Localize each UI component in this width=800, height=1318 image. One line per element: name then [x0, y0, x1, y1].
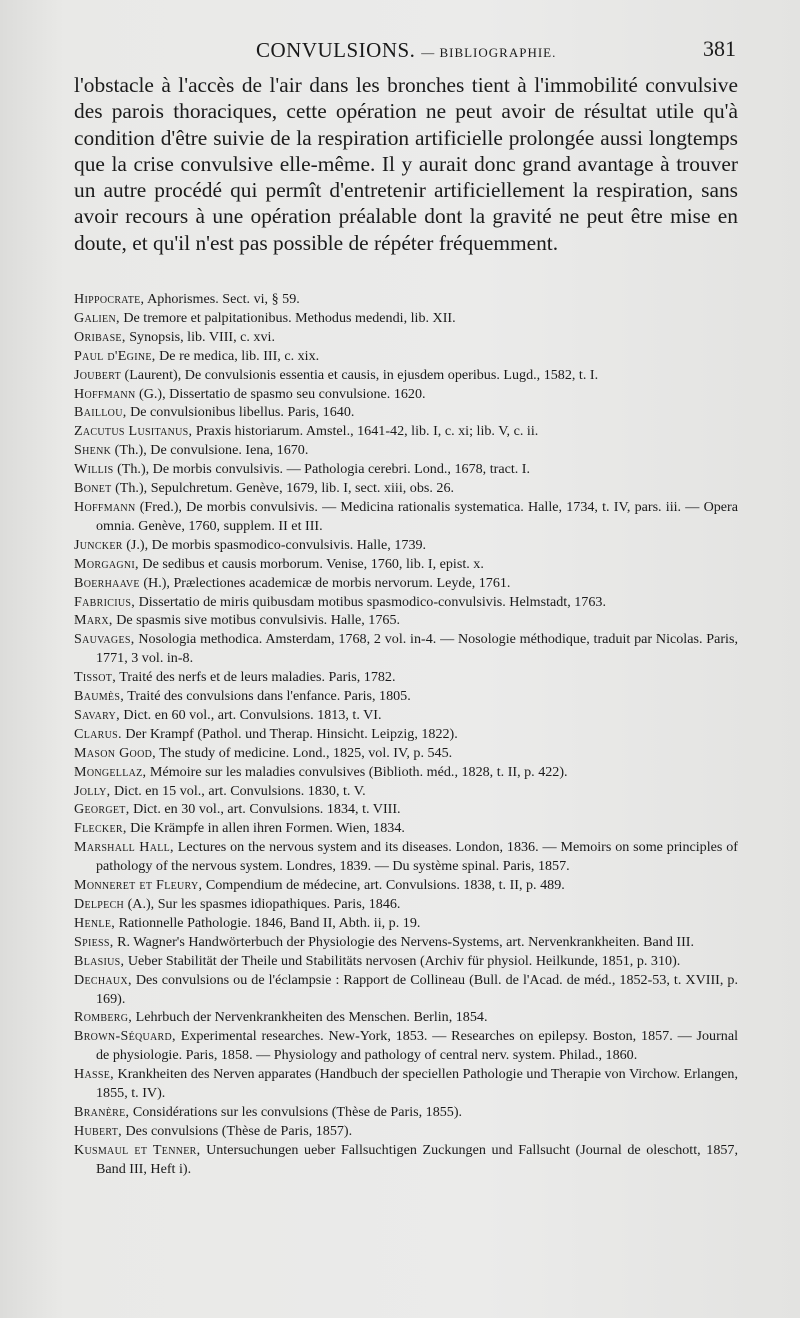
body-paragraph — [74, 72, 738, 256]
bibliography-entry — [74, 933, 738, 952]
bibliography-entry — [74, 385, 738, 404]
entry-text: Nosologia methodica. Amsterdam, 1768, 2 vol. in-4. — Nosologie méthodique, traduit par Nicolas. Paris, 1771, 3 vol. in-8. — [96, 631, 738, 667]
bibliography-entry — [74, 744, 738, 763]
entry-author: Paul d'Egine, — [74, 347, 156, 364]
entry-text: (H.), Prælectiones academicæ de morbis nervorum. Leyde, 1761. — [139, 574, 511, 591]
entry-text: Ueber Stabilität der Theile und Stabilitäts nervosen (Archiv für physiol. Heilkunde, 1851, p. 310). — [124, 952, 681, 969]
entry-text: (Th.), De convulsione. Iena, 1670. — [111, 442, 309, 459]
entry-author: Boerhaave — [74, 574, 140, 591]
bibliography-entry — [74, 422, 738, 441]
bibliography-entry — [74, 876, 738, 895]
bibliography-entry — [74, 1103, 738, 1122]
entry-author: Bonet — [74, 480, 112, 497]
entry-author: Spiess, — [74, 933, 114, 950]
entry-text: Dict. en 30 vol., art. Convulsions. 1834, t. VIII. — [129, 801, 401, 818]
entry-text: Traité des nerfs et de leurs maladies. Paris, 1782. — [116, 669, 396, 686]
entry-text: Praxis historiarum. Amstel., 1641-42, lib. I, c. xi; lib. V, c. ii. — [192, 423, 539, 440]
bibliography-entry — [74, 611, 738, 630]
entry-author: Kusmaul et Tenner, — [74, 1141, 201, 1158]
entry-author: Sauvages, — [74, 631, 135, 648]
entry-text: The study of medicine. Lond., 1825, vol. IV, p. 545. — [155, 744, 453, 761]
bibliography-entry — [74, 574, 738, 593]
entry-text: Des convulsions ou de l'éclampsie : Rapport de Collineau (Bull. de l'Acad. de méd., 1852-53, t. XVIII, p. 169). — [96, 971, 738, 1007]
bibliography-entry — [74, 479, 738, 498]
entry-author: Mason Good, — [74, 744, 156, 761]
entry-text: (Laurent), De convulsionis essentia et causis, in ejusdem operibus. Lugd., 1582, t. I. — [120, 366, 599, 383]
entry-author: Tissot, — [74, 669, 117, 686]
entry-text: Dissertatio de miris quibusdam motibus spasmodico-convulsivis. Helmstadt, 1763. — [135, 593, 606, 610]
entry-author: Oribase, — [74, 328, 126, 345]
entry-author: Dechaux, — [74, 971, 132, 988]
entry-text: Mémoire sur les maladies convulsives (Biblioth. méd., 1828, t. II, p. 422). — [146, 763, 568, 780]
entry-author: Hoffmann — [74, 385, 136, 402]
bibliography-entry — [74, 706, 738, 725]
entry-author: Hoffmann — [74, 498, 136, 515]
bibliography-entry — [74, 800, 738, 819]
entry-author: Galien, — [74, 309, 120, 326]
entry-text: (Th.), De morbis convulsivis. — Pathologia cerebri. Lond., 1678, tract. I. — [113, 461, 531, 478]
entry-author: Blasius, — [74, 952, 125, 969]
entry-text: R. Wagner's Handwörterbuch der Physiologie des Nervens-Systems, art. Nervenkrankheiten. Band III. — [113, 933, 694, 950]
page-number: 381 — [703, 36, 736, 61]
bibliography-entry — [74, 555, 738, 574]
running-title: CONVULSIONS. — BIBLIOGRAPHIE. — [256, 38, 557, 62]
bibliography-entry — [74, 1027, 738, 1065]
entry-text: Synopsis, lib. VIII, c. xvi. — [125, 328, 275, 345]
entry-text: Die Krämpfe in allen ihren Formen. Wien, 1834. — [126, 820, 405, 837]
bibliography-entry — [74, 725, 738, 744]
entry-author: Georget, — [74, 801, 130, 818]
bibliography-entry — [74, 952, 738, 971]
entry-text: Untersuchungen ueber Fallsuchtigen Zuckungen und Fallsucht (Journal de oleschott, 1857, Band III, Heft i). — [96, 1141, 738, 1177]
entry-author: Mongellaz, — [74, 763, 147, 780]
entry-text: Experimental researches. New-York, 1853. — Researches on epilepsy. Boston, 1857. — Journal de physiologie. Paris, 1858. — Physiology and pathology of central nerv. system. Philad., 1860. — [96, 1028, 738, 1064]
entry-text: Des convulsions (Thèse de Paris, 1857). — [121, 1122, 353, 1139]
entry-author: Savary, — [74, 706, 120, 723]
bibliography-entry — [74, 630, 738, 668]
entry-text: Compendium de médecine, art. Convulsions. 1838, t. II, p. 489. — [202, 877, 565, 894]
entry-text: De convulsionibus libellus. Paris, 1640. — [126, 404, 355, 421]
bibliography-entry — [74, 895, 738, 914]
entry-author: Marshall Hall, — [74, 839, 174, 856]
bibliography-entry — [74, 914, 738, 933]
entry-text: (J.), De morbis spasmodico-convulsivis. Halle, 1739. — [122, 536, 427, 553]
bibliography-entry — [74, 819, 738, 838]
entry-text: Krankheiten des Nerven apparates (Handbuch der speciellen Pathologie und Therapie von Virchow. Erlangen, 1855, t. IV). — [96, 1066, 738, 1102]
entry-author: Joubert — [74, 366, 121, 383]
entry-author: Willis — [74, 461, 114, 478]
entry-author: Baumès, — [74, 688, 125, 705]
entry-author: Branère, — [74, 1103, 130, 1120]
entry-text: Aphorismes. Sect. vi, § 59. — [144, 291, 300, 307]
entry-text: Rationnelle Pathologie. 1846, Band II, Abth. ii, p. 19. — [115, 914, 421, 931]
entry-text: Considérations sur les convulsions (Thèse de Paris, 1855). — [129, 1103, 463, 1120]
entry-author: Morgagni, — [74, 555, 139, 572]
bibliography-entry — [74, 498, 738, 536]
bibliography-entry — [74, 593, 738, 612]
entry-author: Hasse, — [74, 1066, 114, 1083]
running-header — [74, 38, 736, 66]
entry-author: Clarus. — [74, 725, 122, 742]
entry-author: Jolly, — [74, 782, 111, 799]
bibliography-entry — [74, 838, 738, 876]
bibliography-entry — [74, 403, 738, 422]
bibliography-entry — [74, 460, 738, 479]
bibliography-entry — [74, 290, 738, 309]
entry-author: Brown-Séquard, — [74, 1028, 176, 1045]
bibliography-list — [74, 290, 738, 1179]
entry-author: Hippocrate, — [74, 291, 145, 307]
entry-text: (G.), Dissertatio de spasmo seu convulsione. 1620. — [135, 385, 426, 402]
entry-text: De sedibus et causis morborum. Venise, 1760, lib. I, epist. x. — [138, 555, 484, 572]
entry-text: De re medica, lib. III, c. xix. — [155, 347, 320, 364]
bibliography-entry — [74, 441, 738, 460]
entry-text: Traité des convulsions dans l'enfance. Paris, 1805. — [124, 688, 411, 705]
entry-text: (Th.), Sepulchretum. Genève, 1679, lib. I, sect. xiii, obs. 26. — [111, 480, 455, 497]
bibliography-entry — [74, 687, 738, 706]
bibliography-entry — [74, 1122, 738, 1141]
bibliography-entry — [74, 971, 738, 1009]
entry-text: Dict. en 15 vol., art. Convulsions. 1830, t. V. — [110, 782, 366, 799]
entry-author: Zacutus Lusitanus, — [74, 423, 193, 440]
entry-text: (A.), Sur les spasmes idiopathiques. Paris, 1846. — [124, 896, 401, 912]
bibliography-entry — [74, 536, 738, 555]
entry-author: Monneret et Fleury, — [74, 877, 203, 894]
bibliography-entry — [74, 763, 738, 782]
bibliography-entry — [74, 782, 738, 801]
entry-text: (Fred.), De morbis convulsivis. — Medicina rationalis systematica. Halle, 1734, t. IV, pars. iii. — Opera omnia. Genève, 1760, supplem. II et III. — [96, 498, 738, 534]
entry-author: Flecker, — [74, 820, 127, 837]
entry-text: Lehrbuch der Nervenkrankheiten des Menschen. Berlin, 1854. — [132, 1009, 488, 1026]
entry-text: Lectures on the nervous system and its diseases. London, 1836. — Memoirs on some principles of pathology of the nervous system. Londres, 1839. — Du système spinal. Paris, 1857. — [96, 839, 738, 875]
entry-author: Romberg, — [74, 1009, 133, 1026]
entry-text: De tremore et palpitationibus. Methodus medendi, lib. XII. — [119, 309, 456, 326]
entry-author: Fabricius, — [74, 593, 136, 610]
entry-author: Henle, — [74, 914, 116, 931]
entry-author: Shenk — [74, 442, 112, 459]
bibliography-entry — [74, 366, 738, 385]
bibliography-entry — [74, 328, 738, 347]
bibliography-entry — [74, 1141, 738, 1179]
bibliography-entry — [74, 309, 738, 328]
paragraph-text: l'obstacle à l'accès de l'air dans les bronches tient à l'immobilité convulsive des parois thoraciques, cette opération ne peut avoir de résultat utile qu'à condition d'être suivie de la respiration artificielle prolongée aussi longtemps que la crise convulsive elle-même. Il y aurait donc grand avantage à trouver un autre procédé qui permît d'entretenir artificiellement la respiration, sans avoir recours à une opération préalable dont la gravité ne peut être mise en doute, et qu'il n'est pas possible de répéter fréquemment. — [74, 73, 738, 255]
entry-author: Marx, — [74, 612, 113, 629]
entry-text: Dict. en 60 vol., art. Convulsions. 1813, t. VI. — [119, 706, 382, 723]
entry-author: Juncker — [74, 536, 123, 553]
entry-author: Baillou, — [74, 404, 127, 421]
bibliography-entry — [74, 347, 738, 366]
bibliography-entry — [74, 1008, 738, 1027]
bibliography-entry — [74, 1065, 738, 1103]
bibliography-entry — [74, 668, 738, 687]
entry-text: Der Krampf (Pathol. und Therap. Hinsicht. Leipzig, 1822). — [121, 725, 458, 742]
entry-author: Hubert, — [74, 1122, 122, 1139]
entry-text: De spasmis sive motibus convulsivis. Halle, 1765. — [112, 612, 401, 629]
entry-author: Delpech — [74, 896, 125, 912]
